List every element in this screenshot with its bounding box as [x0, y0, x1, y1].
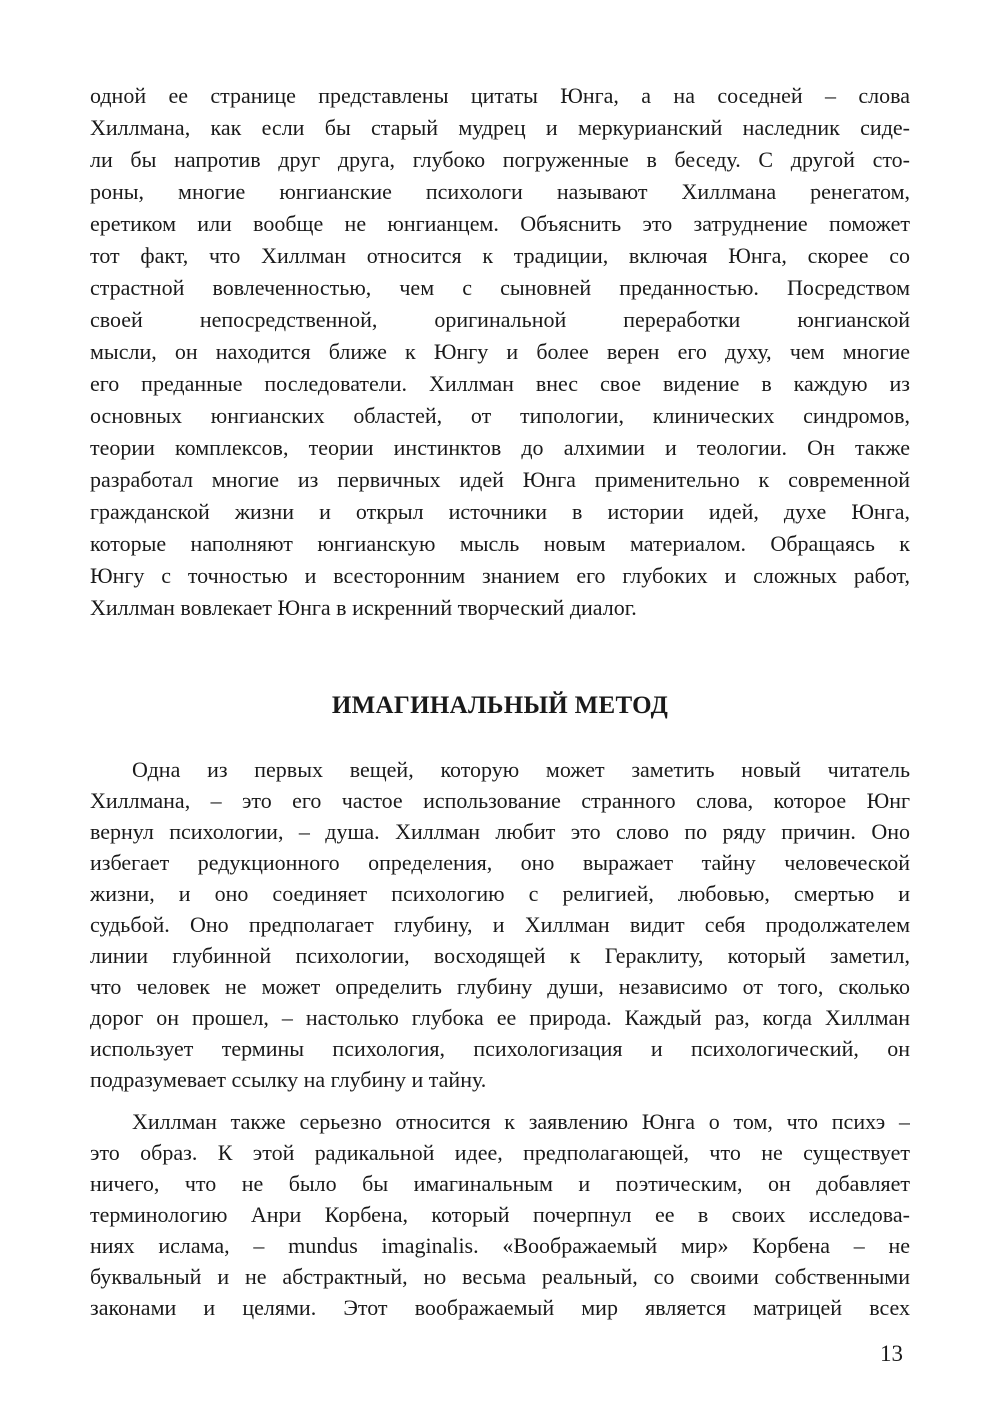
text-line: буквальный и не абстрактный, но весьма реальный, со своими собственными	[90, 1264, 910, 1289]
text-line: гражданской жизни и открыл источники в истории идей, духе Юнга,	[90, 499, 910, 524]
text-line: одной ее странице представлены цитаты Юнга, а на соседней – слова	[90, 83, 910, 108]
paragraph	[90, 1106, 910, 1323]
text-line: ничего, что не было бы имагинальным и поэтическим, он добавляет	[90, 1171, 910, 1196]
text-line: избегает редукционного определения, оно выражает тайну человеческой	[90, 850, 910, 875]
text-line: судьбой. Оно предполагает глубину, и Хиллман видит себя продолжателем	[90, 912, 910, 937]
page-number: 13	[880, 1341, 903, 1366]
text-line: тот факт, что Хиллман относится к традиции, включая Юнга, скорее со	[90, 243, 910, 268]
text-line: теории комплексов, теории инстинктов до алхимии и теологии. Он также	[90, 435, 910, 460]
text-line: Юнгу с точностью и всесторонним знанием его глубоких и сложных работ,	[90, 563, 910, 588]
text-line: что человек не может определить глубину души, независимо от того, сколько	[90, 974, 910, 999]
text-line: использует термины психология, психологизация и психологический, он	[90, 1036, 910, 1061]
text-line: подразумевает ссылку на глубину и тайну.	[90, 1067, 487, 1092]
text-line: терминологию Анри Корбена, который почерпнул ее в своих исследова-	[90, 1202, 910, 1227]
text-line: Хиллман вовлекает Юнга в искренний творческий диалог.	[90, 595, 637, 620]
text-line: его преданные последователи. Хиллман внес свое видение в каждую из	[90, 371, 910, 396]
text-line: которые наполняют юнгианскую мысль новым материалом. Обращаясь к	[90, 531, 910, 556]
text-line: еретиком или вообще не юнгианцем. Объяснить это затруднение поможет	[90, 211, 910, 236]
paragraph	[90, 754, 910, 1095]
text-line: ниях ислама, – mundus imaginalis. «Воображаемый мир» Корбена – не	[90, 1233, 910, 1258]
text-line: законами и целями. Этот воображаемый мир является матрицей всех	[90, 1295, 910, 1320]
text-line: Хиллмана, как если бы старый мудрец и меркурианский наследник сиде-	[90, 115, 910, 140]
text-line: Хиллмана, – это его частое использование странного слова, которое Юнг	[90, 788, 910, 813]
text-line: дорог он прошел, – настолько глубока ее природа. Каждый раз, когда Хиллман	[90, 1005, 910, 1030]
text-line: разработал многие из первичных идей Юнга применительно к современной	[90, 467, 910, 492]
text-line: своей непосредственной, оригинальной переработки юнгианской	[90, 307, 910, 332]
text-line: основных юнгианских областей, от типологии, клинических синдромов,	[90, 403, 910, 428]
text-line: линии глубинной психологии, восходящей к Гераклиту, который заметил,	[90, 943, 910, 968]
text-line: Одна из первых вещей, которую может заметить новый читатель	[132, 757, 910, 782]
text-section-intro	[90, 80, 910, 624]
text-line: страстной вовлеченностью, чем с сыновней преданностью. Посредством	[90, 275, 910, 300]
text-line: жизни, и оно соединяет психологию с религией, любовью, смертью и	[90, 881, 910, 906]
text-line: мысли, он находится ближе к Юнгу и более верен его духу, чем многие	[90, 339, 910, 364]
text-line: ли бы напротив друг друга, глубоко погруженные в беседу. С другой сто-	[90, 147, 910, 172]
text-line: роны, многие юнгианские психологи называют Хиллмана ренегатом,	[90, 179, 910, 204]
text-line: это образ. К этой радикальной идее, предполагающей, что не существует	[90, 1140, 910, 1165]
text-line: Хиллман также серьезно относится к заявлению Юнга о том, что психэ –	[132, 1109, 910, 1134]
section-heading: ИМАГИНАЛЬНЫЙ МЕТОД	[331, 692, 669, 719]
text-line: вернул психологии, – душа. Хиллман любит это слово по ряду причин. Оно	[90, 819, 910, 844]
text-section-imaginal-method	[90, 754, 910, 1323]
paragraph	[90, 80, 910, 624]
